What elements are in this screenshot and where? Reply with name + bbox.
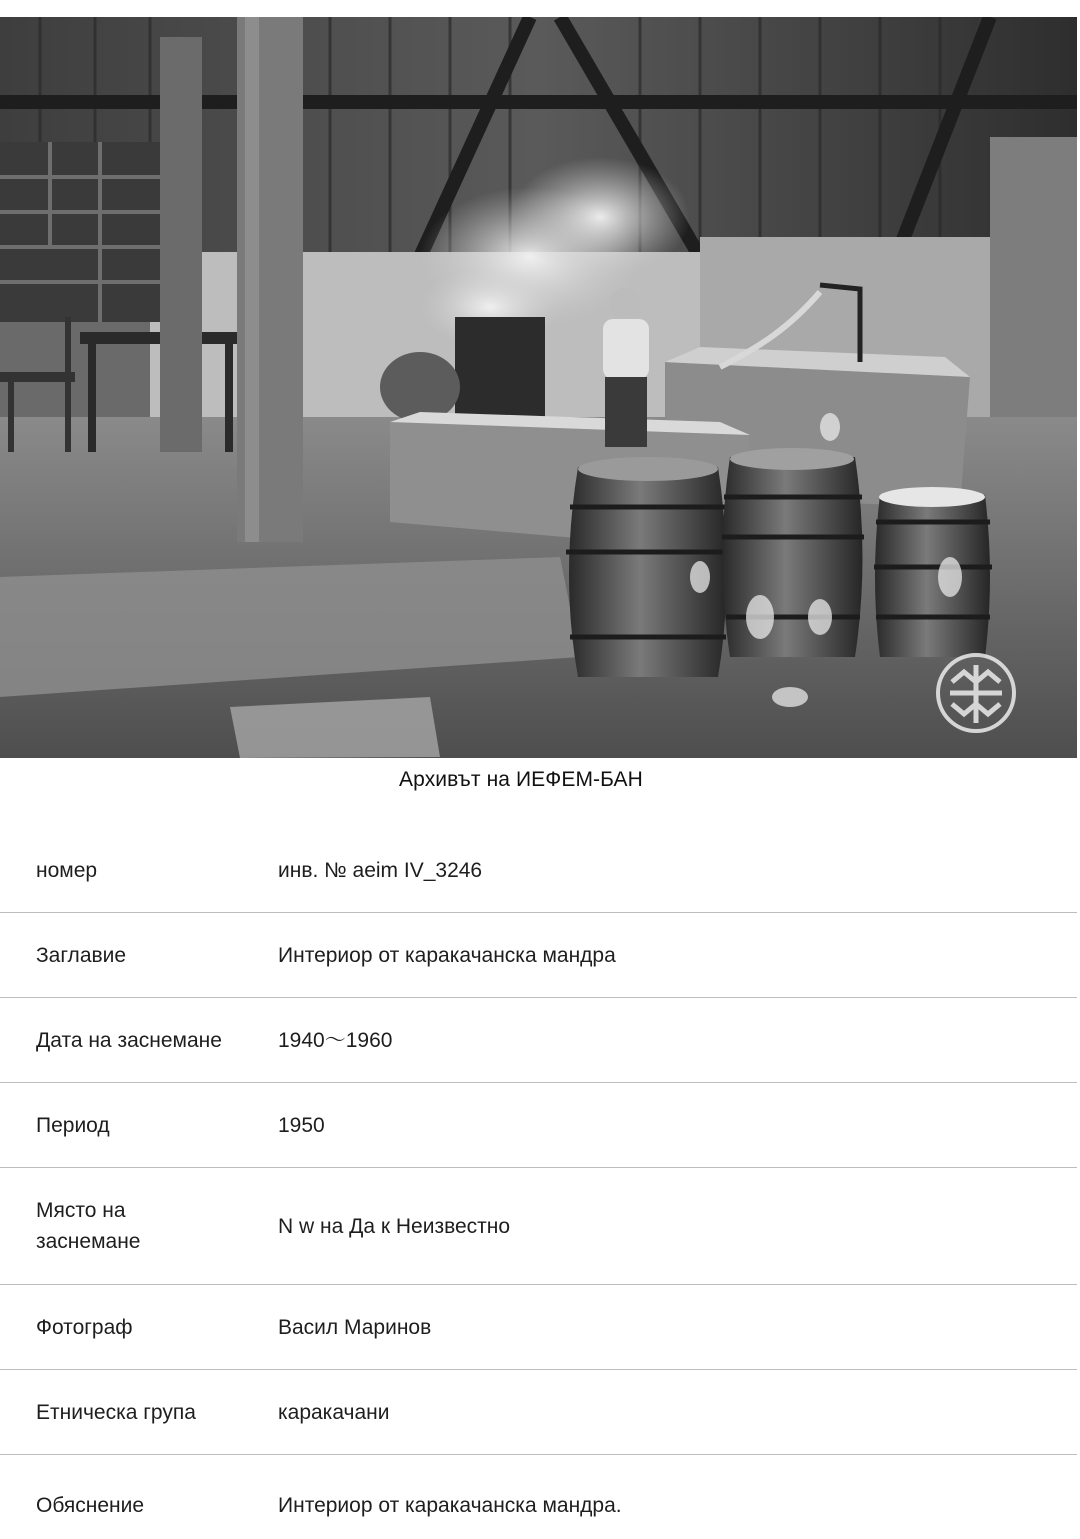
row-value: каракачани: [278, 1400, 390, 1424]
row-photographer: [0, 1285, 1077, 1370]
row-value: Васил Маринов: [278, 1315, 432, 1339]
row-label: Обяснение: [36, 1493, 145, 1517]
row-title: [0, 913, 1077, 998]
archive-photo[interactable]: [0, 17, 1077, 758]
photo-illustration: [0, 17, 1077, 758]
row-label: Заглавие: [36, 943, 127, 967]
photo-caption: Архивът на ИЕФЕМ-БАН: [399, 768, 643, 791]
row-label: Етническа група: [36, 1400, 196, 1424]
row-value: инв. № aeim IV_3246: [278, 859, 483, 882]
row-label: Дата на заснемане: [36, 1028, 222, 1052]
row-value: Интериор от каракачанска мандра: [278, 943, 616, 967]
row-label: Период: [36, 1113, 110, 1137]
row-date: [0, 998, 1077, 1083]
row-label: Място на заснемане: [36, 1199, 141, 1253]
row-value: 1940〜1960: [278, 1028, 393, 1052]
metadata-table: [0, 829, 1077, 1539]
row-description: [0, 1455, 1077, 1539]
row-value: 1950: [278, 1113, 325, 1137]
row-ethnic-group: [0, 1370, 1077, 1455]
row-period: [0, 1083, 1077, 1168]
row-value: Интериор от каракачанска мандра.: [278, 1493, 622, 1517]
row-location: [0, 1168, 1077, 1285]
row-label: Фотограф: [36, 1315, 133, 1339]
row-number: [0, 829, 1077, 913]
row-value: N w на Да к Неизвестно: [278, 1214, 511, 1238]
row-label: номер: [36, 859, 98, 882]
